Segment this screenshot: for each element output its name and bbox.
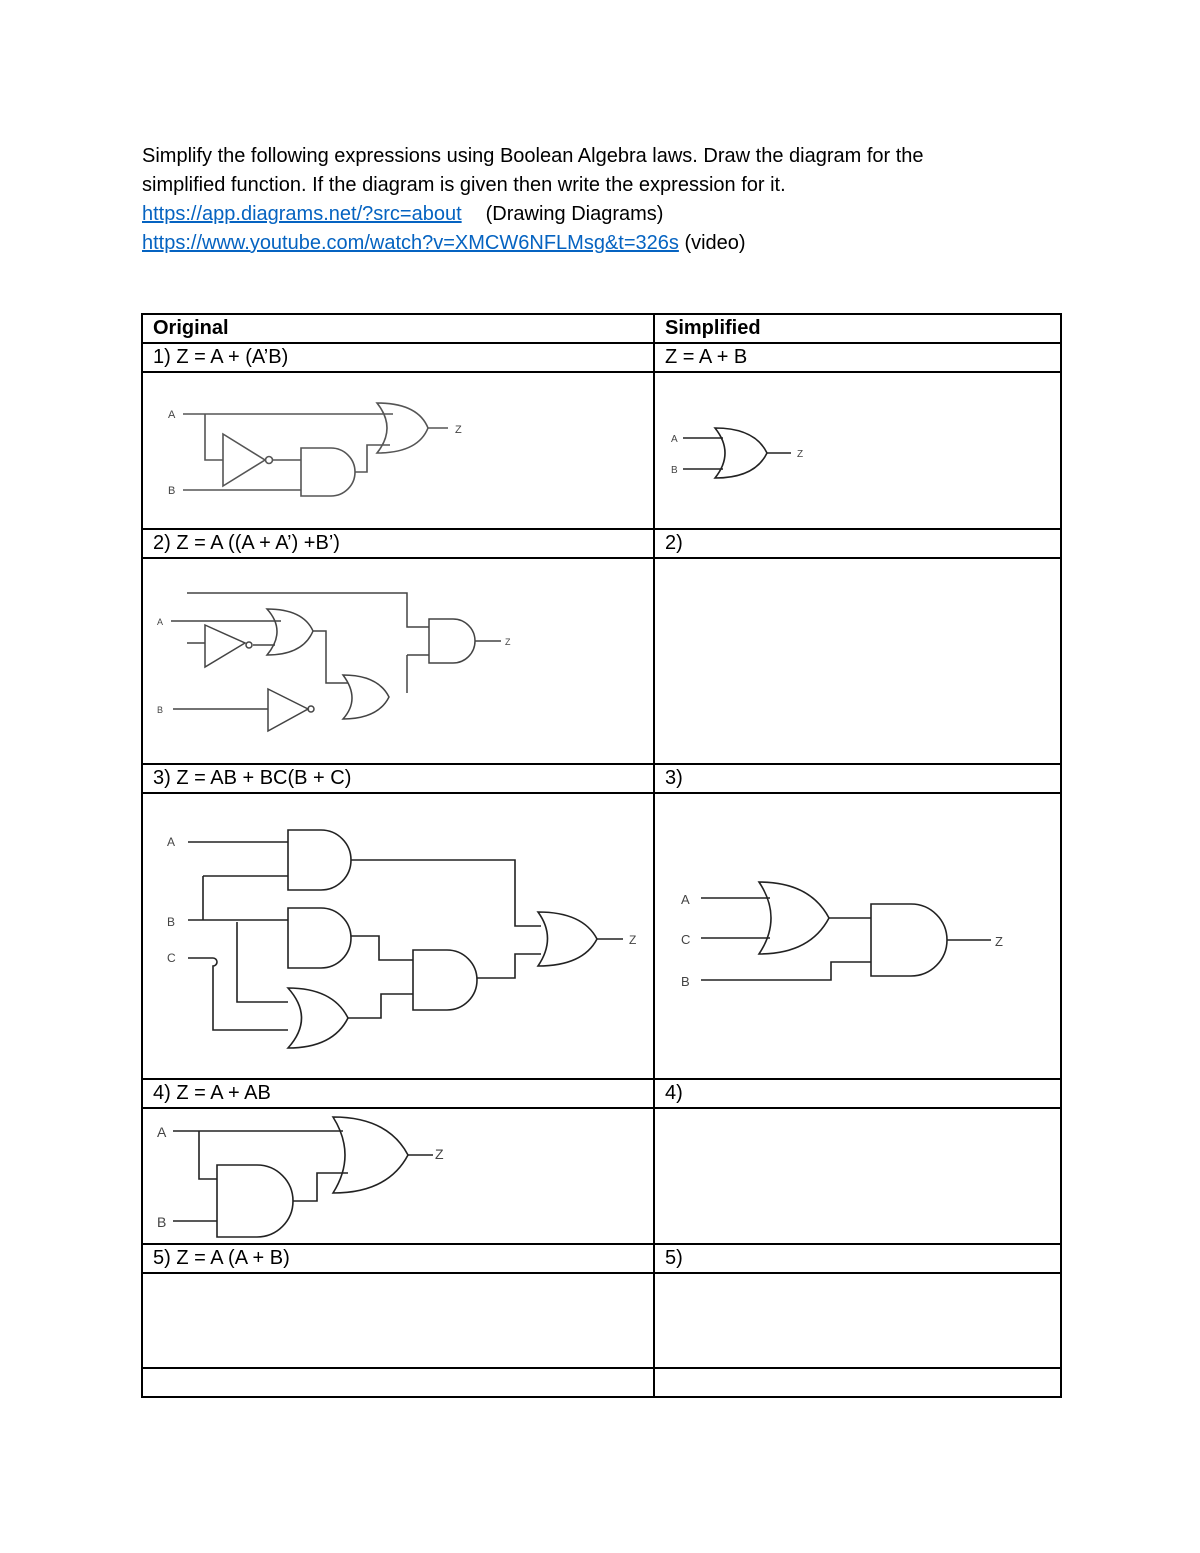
row4-simplified-expression: 4)	[654, 1079, 1061, 1108]
output-z-label: Z	[505, 637, 511, 647]
exercise-table	[141, 313, 1062, 1398]
table-row	[142, 1244, 1061, 1273]
input-a-label: A	[157, 1124, 167, 1140]
table-row	[142, 1273, 1061, 1368]
input-a-label: A	[157, 617, 164, 627]
table-row	[142, 1368, 1061, 1397]
row1-original-expression: 1) Z = A + (A’B)	[142, 343, 654, 372]
row3-simplified-circuit-diagram	[655, 794, 1058, 1078]
row4-simplified-answer-cell[interactable]	[654, 1108, 1061, 1244]
output-z-label: Z	[629, 933, 637, 947]
row1-simplified-circuit-diagram	[655, 373, 1058, 528]
table-row	[142, 793, 1061, 1079]
row3-simplified-expression: 3)	[654, 764, 1061, 793]
blank-cell-left[interactable]	[142, 1368, 654, 1397]
instruction-line-1: Simplify the following expressions using Boolean Algebra laws. Draw the diagram for the	[142, 145, 924, 167]
row4-original-diagram-cell	[142, 1108, 654, 1244]
row4-original-circuit-diagram	[143, 1109, 651, 1243]
link-line-2	[142, 229, 1062, 258]
row3-original-circuit-diagram	[143, 794, 651, 1078]
table-row	[142, 1079, 1061, 1108]
input-a-label: A	[681, 892, 690, 907]
table-header-row	[142, 314, 1061, 343]
row3-original-expression: 3) Z = AB + BC(B + C)	[142, 764, 654, 793]
diagrams-net-link[interactable]: https://app.diagrams.net/?src=about	[142, 203, 462, 225]
output-z-label: Z	[455, 424, 462, 436]
row2-simplified-answer-cell[interactable]	[654, 558, 1061, 764]
table-row	[142, 764, 1061, 793]
link2-note: (video)	[684, 232, 746, 254]
header-simplified: Simplified	[654, 314, 1061, 343]
instruction-line-2: simplified function. If the diagram is given then write the expression for it.	[142, 174, 786, 196]
table-row	[142, 1108, 1061, 1244]
row5-simplified-answer-cell[interactable]	[654, 1273, 1061, 1368]
table-row	[142, 558, 1061, 764]
output-z-label: Z	[995, 934, 1003, 949]
row2-original-expression: 2) Z = A ((A + A’) +B’)	[142, 529, 654, 558]
youtube-video-link[interactable]: https://www.youtube.com/watch?v=XMCW6NFLMsg&t=326s	[142, 232, 679, 254]
input-b-label: B	[167, 915, 176, 929]
row2-original-circuit-diagram	[143, 559, 651, 763]
row5-simplified-expression: 5)	[654, 1244, 1061, 1273]
row4-original-expression: 4) Z = A + AB	[142, 1079, 654, 1108]
input-c-label: C	[681, 932, 691, 947]
table-row	[142, 372, 1061, 529]
input-a-label: A	[168, 409, 176, 421]
row1-original-circuit-diagram	[143, 373, 651, 528]
input-a-label: A	[167, 835, 176, 849]
table-row	[142, 343, 1061, 372]
table-row	[142, 529, 1061, 558]
row2-simplified-expression: 2)	[654, 529, 1061, 558]
row3-simplified-diagram-cell	[654, 793, 1061, 1079]
input-b-label: B	[168, 485, 176, 497]
input-b-label: B	[681, 974, 690, 989]
row1-simplified-diagram-cell	[654, 372, 1061, 529]
row1-original-diagram-cell	[142, 372, 654, 529]
input-a-label: A	[671, 434, 678, 445]
link1-note: (Drawing Diagrams)	[485, 203, 664, 225]
input-b-label: B	[671, 465, 678, 476]
header-original: Original	[142, 314, 654, 343]
row2-original-diagram-cell	[142, 558, 654, 764]
output-z-label: Z	[797, 449, 804, 460]
row1-simplified-expression: Z = A + B	[654, 343, 1061, 372]
row5-original-expression: 5) Z = A (A + B)	[142, 1244, 654, 1273]
instructions	[142, 142, 1062, 258]
row3-original-diagram-cell	[142, 793, 654, 1079]
input-c-label: C	[167, 951, 176, 965]
row5-original-answer-cell[interactable]	[142, 1273, 654, 1368]
input-b-label: B	[157, 705, 164, 715]
blank-cell-right[interactable]	[654, 1368, 1061, 1397]
input-b-label: B	[157, 1214, 167, 1230]
output-z-label: Z	[435, 1146, 444, 1162]
link-line-1	[142, 200, 1062, 229]
